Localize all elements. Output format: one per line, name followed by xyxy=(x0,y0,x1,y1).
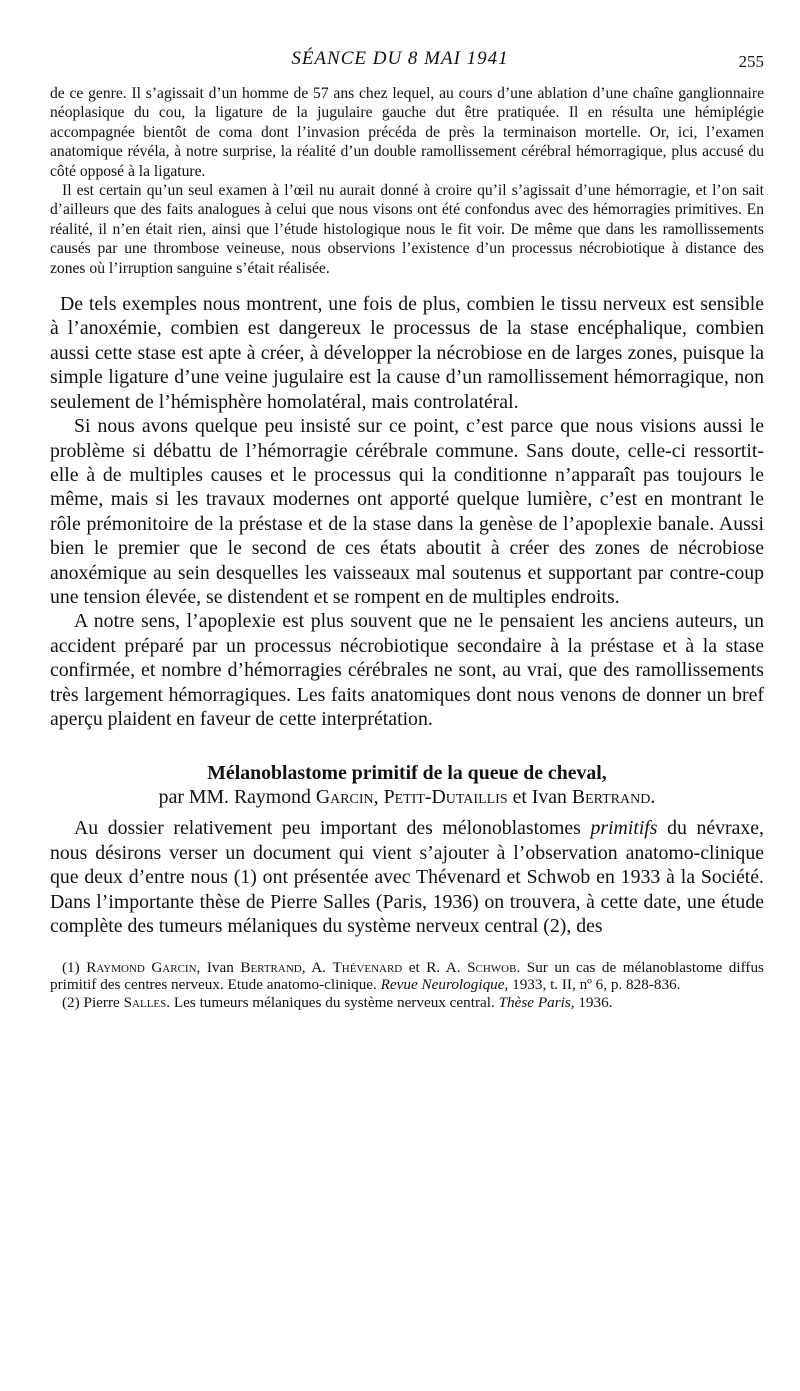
footnote-author: Schwob xyxy=(467,959,517,977)
footnote-marker: (2) Pierre xyxy=(62,994,124,1012)
conclusion-paragraph: De tels exemples nous montrent, une fois de plus, combien le tissu nerveux est sensible à l’anoxémie, combien est dangereux le processus de la stase encéphalique, combien aussi cette stase est apte à créer, à développer la nécrobiose en de larges zones, puisque la simple ligature d’une veine jugulaire est la cause d’un ramollissement hémorragique, non seulement de l’hémisphère homolatéral, mais controlatéral. xyxy=(50,293,764,413)
footnote-2 xyxy=(50,995,764,1011)
footnote-journal: Revue Neurologique, xyxy=(380,975,509,993)
article-body xyxy=(50,816,764,938)
footnote-reference: 1933, t. II, nº 6, p. 828-836. xyxy=(508,975,681,993)
continuation-paragraph: Il est certain qu’un seul examen à l’œil nu aurait donné à croire qu’il s’agissait d’une hémorragie, et l’on sait d’ailleurs que des faits analogues à celui que nous visons ont été confondus avec des hémorragies primitives. En réalité, il n’en était rien, ainsi que l’étude histologique nous le fit voir. De même que dans les ramollissements causés par une thrombose veineuse, nous observions l’existence d’un processus nécrobiotique à distance des zones où l’irruption sanguine s’était réalisée. xyxy=(50,182,764,277)
byline-prefix: par MM. Raymond xyxy=(158,786,316,809)
footnote-text: , Ivan xyxy=(196,959,241,977)
intro-emphasis: primitifs xyxy=(590,817,658,840)
footnote-text: , A. xyxy=(301,959,333,977)
byline-separator: et Ivan xyxy=(507,786,572,809)
footnote-author: Bertrand xyxy=(240,959,302,977)
conclusion-paragraph: A notre sens, l’apoplexie est plus souvent que ne le pensaient les anciens auteurs, un accident préparé par un processus nécrobiotique secondaire à la préstase et à la stase confirmée, et nombre d’hémorragies cérébrales ne sont, au vrai, que des ramollissements très largement hémorragiques. Les faits anatomiques dont nous venons de donner un bref aperçu plaident en faveur de cette interprétation. xyxy=(50,610,764,730)
page-number: 255 xyxy=(738,52,764,71)
continuation-paragraph: de ce genre. Il s’agissait d’un homme de 57 ans chez lequel, au cours d’une ablation d’une chaîne ganglionnaire néoplasique du cou, la ligature de la jugulaire gauche dut être pratiquée. Il en résulta une hémiplégie accompagnée bientôt de coma dont l’invasion précéda de près la terminaison mortelle. Or, ici, l’examen anatomique révéla, à notre surprise, la réalité d’un double ramollissement cérébral hémorragique, plus accusé du côté opposé à la ligature. xyxy=(50,85,764,180)
footnote-text: . Les tumeurs mélaniques du système nerveux central. xyxy=(166,994,499,1012)
running-head-title: SÉANCE DU 8 MAI 1941 xyxy=(291,48,509,69)
conclusion-paragraph: Si nous avons quelque peu insisté sur ce point, c’est parce que nous visions aussi le problème si débattu de l’hémorragie cérébrale commune. Sans doute, celle-ci ressortit-elle à de multiples causes et le processus qui la conditionne n’apparaît pas toujours le même, mais si les travaux modernes ont apporté quelque lumière, c’est en montrant le rôle prémonitoire de la préstase et de la stase dans la genèse de l’apoplexie banale. Aussi bien le premier que le second de ces états aboutit à créer des zones de nécrobiose anoxémique au sein desquelles les vaisseaux mal soutenus et supportant par contre-coup une tension élevée, se distendent et se rompent en de multiples endroits. xyxy=(50,415,764,608)
article-byline xyxy=(50,785,764,810)
footnote-year: 1936. xyxy=(574,994,613,1012)
continuation-section xyxy=(50,84,764,278)
footnote-1 xyxy=(50,960,764,993)
intro-text: du névraxe, nous désirons verser un document qui vient s’ajouter à l’observation anatomo-clinique que deux d’entre nous (1) ont présentée avec Thévenard et Schwob en 1933 à la Société. Dans l’importante thèse de Pierre Salles (Paris, 1936) on trouvera, à cette date, une étude complète des tumeurs mélaniques du système nerveux central (2), des xyxy=(50,817,765,937)
byline-suffix: . xyxy=(650,786,656,809)
footnote-text: et R. A. xyxy=(402,959,468,977)
author-name: Bertrand xyxy=(571,786,651,809)
article-intro-paragraph xyxy=(50,816,764,938)
footnote-author: Salles xyxy=(123,994,167,1012)
running-head xyxy=(0,48,800,76)
footnote-author: Raymond Garcin xyxy=(86,959,197,977)
article-title: Mélanoblastome primitif de la queue de cheval, xyxy=(207,762,607,785)
author-name: Petit-Dutaillis xyxy=(383,786,508,809)
conclusion-section xyxy=(50,292,764,731)
intro-text: Au dossier relativement peu important des mélonoblastomes xyxy=(74,817,591,840)
page-body xyxy=(50,84,764,1012)
footnote-thesis: Thèse Paris, xyxy=(498,994,575,1012)
footnote-author: Thévenard xyxy=(332,959,403,977)
footnotes xyxy=(50,960,764,1011)
footnote-marker: (1) xyxy=(62,959,87,977)
footnote-text: . Sur un cas de mélanoblastome diffus primitif des centres nerveux. Etude anatomo-clinique. xyxy=(50,959,764,993)
byline-separator: , xyxy=(373,786,384,809)
author-name: Garcin xyxy=(315,786,374,809)
